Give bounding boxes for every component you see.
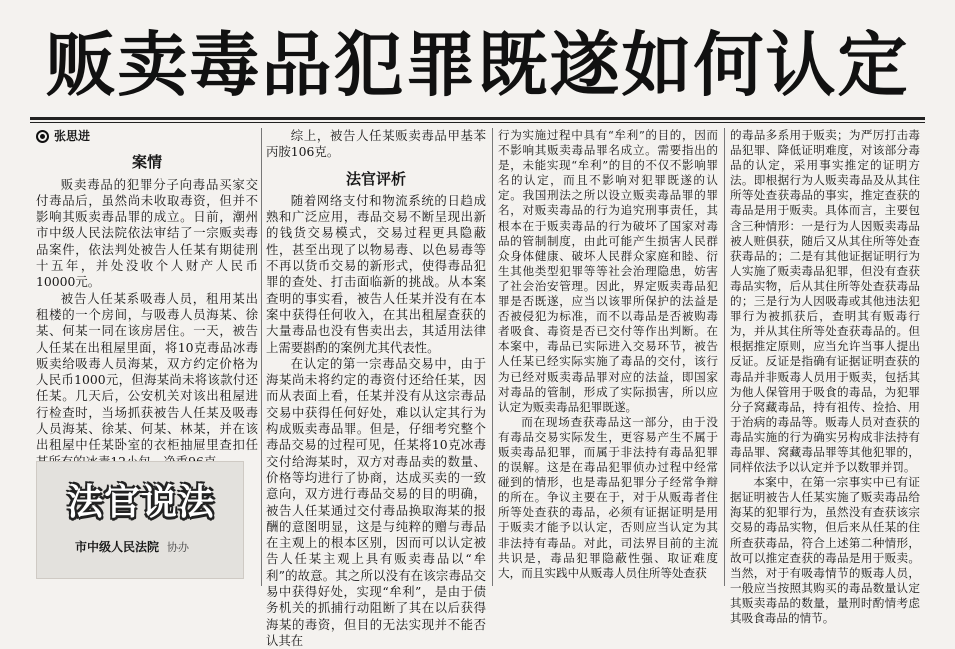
column-divider: [492, 128, 493, 586]
byline: [36, 128, 258, 144]
column-divider: [261, 128, 262, 586]
page-headline: 贩卖毒品犯罪既遂如何认定: [45, 23, 910, 106]
article-paragraph: 行为实施过程中具有“牟利”的目的，因而不影响其贩卖毒品罪名成立。需要指出的是，未能实现“牟利”的目的不仅不影响罪名的认定，而且不影响对犯罪既遂的认定。我国刑法之所以设立贩卖毒品罪的罪名，对贩卖毒品的行为追究刑事责任，其根本在于贩卖毒品的行为破坏了国家对毒品的管制制度，由此可能产生损害人民群众身体健康、破坏人民群众家庭和睦、衍生其他类型犯罪等等社会治理隐患，妨害了社会治安管理。因此，界定贩卖毒品犯罪是否既遂，应当以该罪所保护的法益是否被侵犯为标准，而不以毒品是否被购毒者吸食、毒资是否已交付等作出判断。在本案中，毒品已实际进入交易环节，被告人任某已经实际实施了毒品的交付，该行为已经对贩卖毒品罪对应的法益，即国家对毒品的管制，形成了实际损害，所以应认定为贩卖毒品犯罪既遂。: [498, 128, 718, 414]
column-3: [498, 128, 718, 581]
column-logo-title: 法官说法: [67, 482, 216, 523]
column-2: [266, 128, 486, 649]
bullet-circle-icon: [36, 130, 49, 143]
article-paragraph: 的毒品多系用于贩卖；为严厉打击毒品犯罪、降低证明难度，对该部分毒品的认定，采用事实推定的证明方法。即根据行为人贩卖毒品及从其住所等处查获毒品的事实，推定查获的毒品是用于贩卖。具体而言，主要包含三种情形：一是行为人因贩卖毒品被人赃俱获，随后又从其住所等处查获毒品的；二是有其他证据证明行为人实施了贩卖毒品犯罪，但没有查获毒品实物，后从其住所等处查获毒品的；三是行为人因吸毒或其他违法犯罪行为被抓获后，查明其有贩毒行为，并从其住所等处查获毒品的。但根据推定原则，应当允许当事人提出反证。反证是指确有证据证明查获的毒品并非贩毒人员用于贩卖，包括其为他人保管用于吸食的毒品，为犯罪分子窝藏毒品，持有祖传、捡拾、用于治病的毒品等。贩毒人员对查获的毒品实施的行为确实另构成非法持有毒品罪、窝藏毒品罪等其他犯罪的，同样依法予以认定并予以数罪并罚。: [730, 128, 920, 475]
article-paragraph: 贩卖毒品的犯罪分子向毒品买家交付毒品后，虽然尚未收取毒资，但并不影响其贩卖毒品罪的成立。日前，潮州市中级人民法院依法审结了一宗贩卖毒品案件，依法判处被告人任某有期徒刑十五年，并处没收个人财产人民币10000元。: [36, 176, 258, 290]
section-heading-case: 案情: [131, 153, 162, 172]
section-heading-analysis: 法官评析: [345, 169, 406, 188]
author-name: 张思进: [54, 129, 91, 143]
column-logo-box: [36, 461, 244, 579]
column-1: [36, 128, 258, 470]
article-paragraph: 本案中，在第一宗事实中已有证据证明被告人任某实施了贩卖毒品给海某的犯罪行为，虽然没有查获该宗交易的毒品实物，但后来从任某的住所查获毒品，符合上述第二种情形，故可以推定查获的毒品是用于贩卖。当然，对于有吸毒情节的贩毒人员，一般应当按照其购买的毒品数量认定其贩卖毒品的数量，量刑时酌情考虑其吸食毒品的情节。: [730, 475, 920, 625]
article-paragraph: 被告人任某系吸毒人员，租用某出租楼的一个房间，与吸毒人员海某、徐某、何某一同在该房居住。一天，被告人任某在出租屋里面，将10克毒品冰毒贩卖给吸毒人员海某，双方约定价格为人民币1000元，但海某尚未将该款付还任某。几天后，公安机关对该出租屋进行检查时，当场抓获被告人任某及吸毒人员海某、徐某、何某、林某，并在该出租屋中任某卧室的衣柜抽屉里查扣任: [36, 290, 258, 453]
headline-rule-thin: [30, 122, 925, 123]
headline-rule: [30, 117, 925, 120]
article-paragraph: 随着网络支付和物流系统的日趋成熟和广泛应用，毒品交易不断呈现出新的钱货交易模式，交易过程更具隐蔽性，甚至出现了以物易毒、以色易毒等不再以货币交易的新形式，使得毒品犯罪的查处、打击面临新的挑战。从本案查明的事实看，被告人任某并没有在本案中获得任何收入，在其出租屋查获的大量毒品也没有售卖出去，其适用法律上需要斟酌的案例尤其代表性。: [266, 192, 486, 355]
co-organizer: [75, 538, 189, 555]
co-organizer-name: 市中级人民法院: [75, 540, 160, 554]
co-organizer-role: 协办: [167, 541, 190, 554]
article-paragraph: 在认定的第一宗毒品交易中，由于海某尚未将约定的毒资付还给任某，因而从表面上看，任某并没有从这宗毒品交易中获得任何好处，难以认定其行为构成贩卖毒品罪。但是，仔细考究整个毒品交易的过程可见，任某将10克冰毒交付给海某时，双方对毒品卖的数量、价格等均进行了协商，达成买卖的一致意向，双方进行毒品交易的目的明确，被告人任某通过交付毒品换取海某的报酬的意图明显，这是与纯粹的赠与毒品在主观上的根本区别，因而可以认定被告人任某主观上具有贩卖毒品以“牟利”的故意。其之所以没有在该宗毒品交易中获得好处，实现“牟利”，是由于债务机关的抓捕行动阻断了其在以后获得海某的毒资，但目的无法实现并不能否认其在: [266, 355, 486, 648]
column-divider: [724, 128, 725, 586]
article-paragraph: 综上，被告人任某贩卖毒品甲基苯丙胺106克。: [266, 128, 486, 160]
article-paragraph: 而在现场查获毒品这一部分，由于没有毒品交易实际发生，更容易产生不属于贩卖毒品犯罪，而属于非法持有毒品犯罪的误解。这是在毒品犯罪侦办过程中经常碰到的情形，也是毒品犯罪分子经常争辩的所在。争议主要在于，对于从贩毒者住所等处查获的毒品，必须有证据证明是用于贩卖才能予以认定，否则应当认定为其非法持有毒品。对此，司法界目前的主流共识是，毒品犯罪隐蔽性强、取证难度大，而且实践中从贩毒人员住所等处查获: [498, 414, 718, 580]
column-4: [730, 128, 920, 626]
